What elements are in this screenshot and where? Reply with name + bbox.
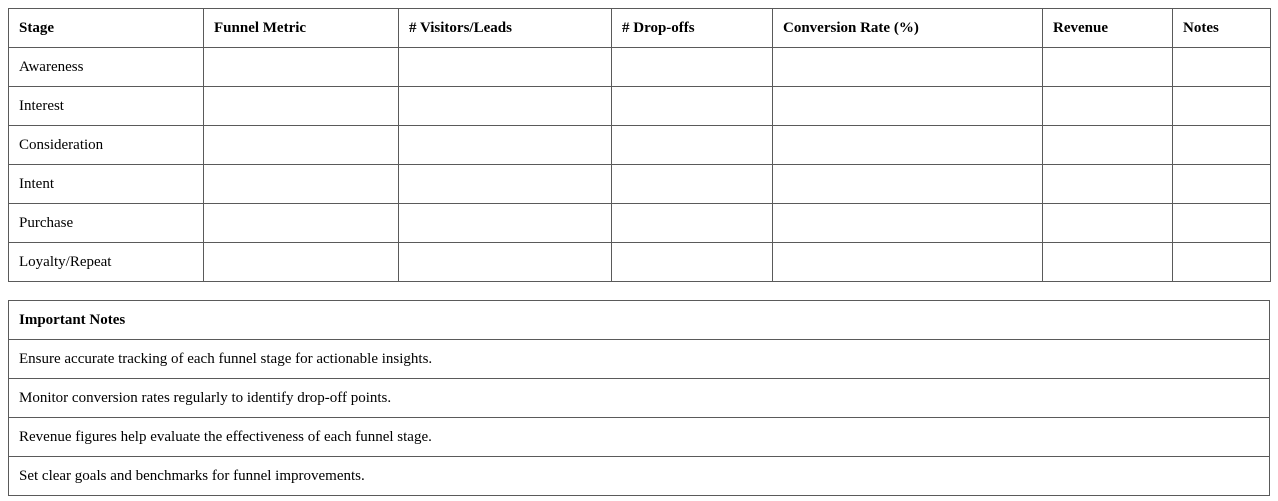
conversion-rate-cell[interactable] — [773, 165, 1043, 204]
header-conversion-rate: Conversion Rate (%) — [773, 9, 1043, 48]
visitors-leads-cell[interactable] — [399, 87, 612, 126]
table-row — [9, 48, 1271, 87]
funnel-metric-cell[interactable] — [204, 243, 399, 282]
stage-cell: Awareness — [9, 48, 204, 87]
funnel-header-row — [9, 9, 1271, 48]
visitors-leads-cell[interactable] — [399, 165, 612, 204]
note-row — [9, 418, 1270, 457]
stage-cell: Intent — [9, 165, 204, 204]
note-row — [9, 457, 1270, 496]
notes-cell[interactable] — [1173, 48, 1271, 87]
table-row — [9, 87, 1271, 126]
header-funnel-metric: Funnel Metric — [204, 9, 399, 48]
note-text: Revenue figures help evaluate the effectiveness of each funnel stage. — [9, 418, 1270, 457]
note-text: Ensure accurate tracking of each funnel stage for actionable insights. — [9, 340, 1270, 379]
notes-heading: Important Notes — [9, 301, 1270, 340]
notes-cell[interactable] — [1173, 165, 1271, 204]
header-stage: Stage — [9, 9, 204, 48]
notes-cell[interactable] — [1173, 126, 1271, 165]
stage-cell: Purchase — [9, 204, 204, 243]
stage-cell: Loyalty/Repeat — [9, 243, 204, 282]
visitors-leads-cell[interactable] — [399, 48, 612, 87]
header-revenue: Revenue — [1043, 9, 1173, 48]
conversion-rate-cell[interactable] — [773, 87, 1043, 126]
important-notes-table — [8, 300, 1270, 496]
visitors-leads-cell[interactable] — [399, 204, 612, 243]
header-notes: Notes — [1173, 9, 1271, 48]
revenue-cell[interactable] — [1043, 126, 1173, 165]
visitors-leads-cell[interactable] — [399, 126, 612, 165]
drop-offs-cell[interactable] — [612, 126, 773, 165]
notes-cell[interactable] — [1173, 204, 1271, 243]
funnel-metric-cell[interactable] — [204, 165, 399, 204]
revenue-cell[interactable] — [1043, 165, 1173, 204]
revenue-cell[interactable] — [1043, 204, 1173, 243]
conversion-rate-cell[interactable] — [773, 48, 1043, 87]
table-row — [9, 243, 1271, 282]
stage-cell: Consideration — [9, 126, 204, 165]
drop-offs-cell[interactable] — [612, 48, 773, 87]
funnel-metric-cell[interactable] — [204, 204, 399, 243]
table-row — [9, 126, 1271, 165]
revenue-cell[interactable] — [1043, 243, 1173, 282]
funnel-table — [8, 8, 1271, 282]
drop-offs-cell[interactable] — [612, 165, 773, 204]
conversion-rate-cell[interactable] — [773, 126, 1043, 165]
header-visitors-leads: # Visitors/Leads — [399, 9, 612, 48]
table-row — [9, 165, 1271, 204]
notes-heading-row — [9, 301, 1270, 340]
conversion-rate-cell[interactable] — [773, 204, 1043, 243]
note-text: Set clear goals and benchmarks for funnel improvements. — [9, 457, 1270, 496]
note-row — [9, 340, 1270, 379]
revenue-cell[interactable] — [1043, 48, 1173, 87]
note-text: Monitor conversion rates regularly to identify drop-off points. — [9, 379, 1270, 418]
funnel-metric-cell[interactable] — [204, 126, 399, 165]
drop-offs-cell[interactable] — [612, 87, 773, 126]
notes-cell[interactable] — [1173, 243, 1271, 282]
stage-cell: Interest — [9, 87, 204, 126]
conversion-rate-cell[interactable] — [773, 243, 1043, 282]
visitors-leads-cell[interactable] — [399, 243, 612, 282]
header-drop-offs: # Drop-offs — [612, 9, 773, 48]
notes-cell[interactable] — [1173, 87, 1271, 126]
note-row — [9, 379, 1270, 418]
drop-offs-cell[interactable] — [612, 243, 773, 282]
funnel-metric-cell[interactable] — [204, 48, 399, 87]
revenue-cell[interactable] — [1043, 87, 1173, 126]
funnel-metric-cell[interactable] — [204, 87, 399, 126]
table-row — [9, 204, 1271, 243]
drop-offs-cell[interactable] — [612, 204, 773, 243]
